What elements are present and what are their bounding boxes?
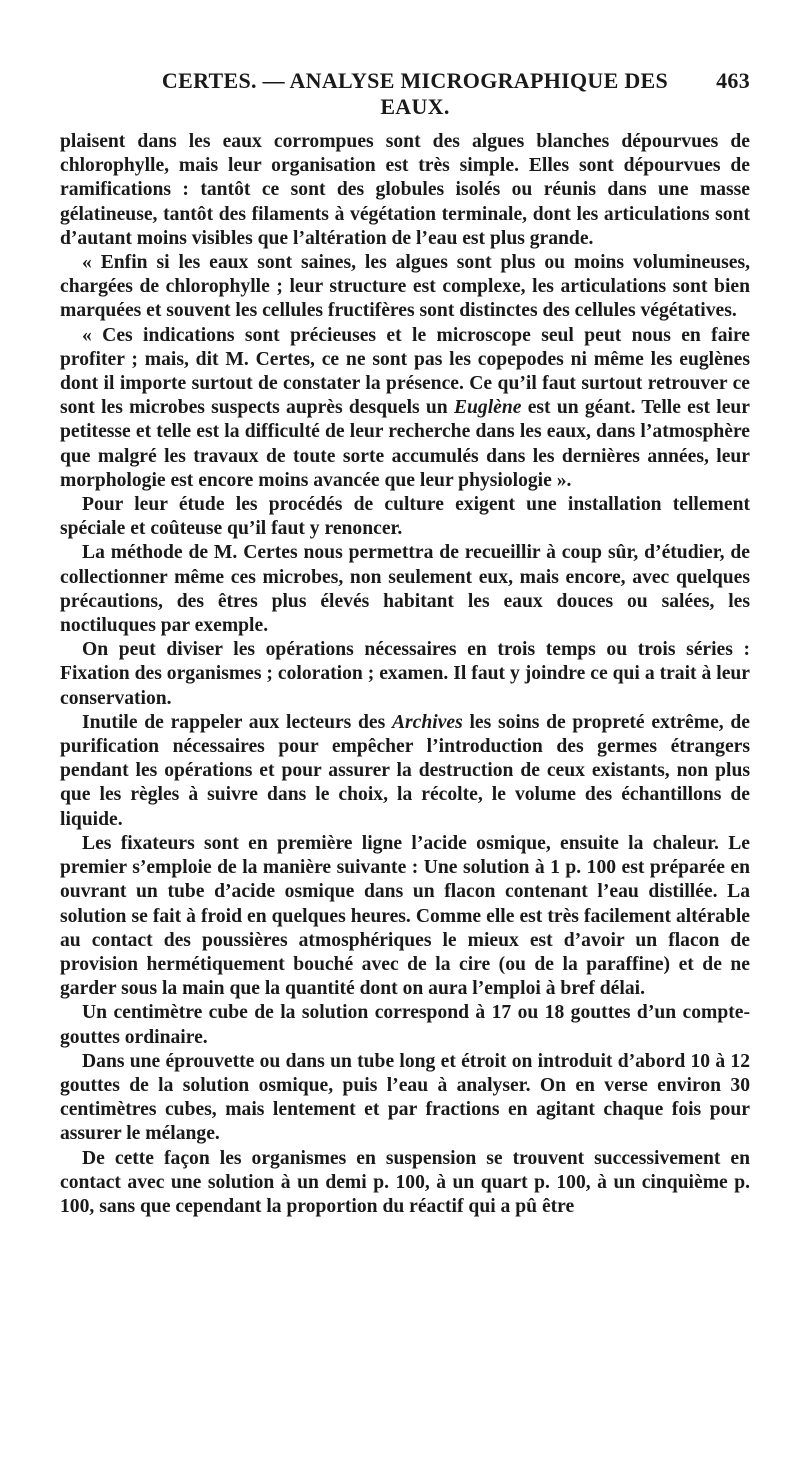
running-header xyxy=(60,68,750,120)
paragraph xyxy=(60,711,750,832)
italic-term: Archives xyxy=(391,711,463,733)
paragraph xyxy=(60,1001,750,1049)
body-text xyxy=(60,130,750,1219)
text-run: La méthode de M. Certes nous permettra de recueillir à coup sûr, d’étudier, de collectionner même ces microbes, non seulement eux, mais encore, avec quelques précautions, des êtres plus élevés habitant les eaux douces ou salées, les noctiluques par exemple. xyxy=(60,542,750,637)
text-run: Dans une éprouvette ou dans un tube long et étroit on introduit d’abord 10 à 12 gouttes de la solution osmique, puis l’eau à analyser. On en verse environ 30 centimètres cubes, mais lentement et par fractions en agitant chaque fois pour assurer le mélange. xyxy=(60,1050,750,1145)
paragraph xyxy=(60,251,750,324)
running-title: CERTES. — ANALYSE MICROGRAPHIQUE DES EAUX. xyxy=(161,68,669,119)
paragraph xyxy=(60,493,750,541)
text-run: les soins de propreté extrême, de purification nécessaires pour empêcher l’introduction des germes étrangers pendant les opérations et pour assurer la destruction de ceux existants, non plus que les règles à suivre dans le choix, la récolte, le volume des échantillons de liquide. xyxy=(60,711,750,830)
paragraph xyxy=(60,832,750,1001)
paragraph xyxy=(60,1050,750,1147)
italic-term: Euglène xyxy=(453,397,522,419)
text-run: « Enfin si les eaux sont saines, les algues sont plus ou moins volumineuses, chargées de chlorophylle ; leur structure est complexe, les articulations sont bien marquées et souvent les cellules fructifères sont distinctes des cellules végétatives. xyxy=(60,252,750,322)
paragraph xyxy=(60,1147,750,1220)
text-run: plaisent dans les eaux corrompues sont des algues blanches dépourvues de chlorophylle, mais leur organisation est très simple. Elles sont dépourvues de ramifications : tantôt ce sont des globules isolés ou réunis dans une masse gélatineuse, tantôt des filaments à végétation terminale, dont les articulations sont d’autant moins visibles que l’altération de l’eau est plus grande. xyxy=(60,131,750,249)
text-run: « Ces indications sont précieuses et le microscope seul peut nous en faire profiter ; mais, dit M. Certes, ce ne sont pas les copepodes ni même les euglènes dont il importe surtout de constater la présence. Ce qu’il faut surtout retrouver ce sont les microbes suspects auprès desquels un xyxy=(60,324,750,419)
text-run: Pour leur étude les procédés de culture exigent une installation tellement spéciale et coûteuse qu’il faut y renoncer. xyxy=(60,494,750,540)
text-run: On peut diviser les opérations nécessaires en trois temps ou trois séries : Fixation des organismes ; coloration ; examen. Il faut y joindre ce qui a trait à leur conservation. xyxy=(60,639,750,709)
paragraph xyxy=(60,638,750,711)
paragraph xyxy=(60,541,750,638)
text-run: Inutile de rappeler aux lecteurs des xyxy=(82,711,392,733)
text-run: Un centimètre cube de la solution correspond à 17 ou 18 gouttes d’un compte-gouttes ordinaire. xyxy=(60,1002,750,1048)
text-run: Les fixateurs sont en première ligne l’acide osmique, ensuite la chaleur. Le premier s’emploie de la manière suivante : Une solution à 1 p. 100 est préparée en ouvrant un tube d’acide osmique dans un flacon contenant l’eau distillée. La solution se fait à froid en quelques heures. Comme elle est très facilement altérable au contact des poussières atmosphériques le mieux est d’avoir un flacon de provision hermétiquement bouché avec de la cire (ou de la paraffine) et de ne garder sous la main que la quantité dont on aura l’emploi à bref délai. xyxy=(60,832,750,1000)
paragraph xyxy=(60,130,750,251)
paragraph xyxy=(60,324,750,493)
text-run: De cette façon les organismes en suspension se trouvent successivement en contact avec une solution à un demi p. 100, à un quart p. 100, à un cinquième p. 100, sans que cependant la proportion du réactif qui a pû être xyxy=(60,1147,750,1217)
text-run: est un géant. Telle est leur petitesse et telle est la difficulté de leur recherche dans les eaux, dans l’atmosphère que malgré les travaux de toute sorte accumulés dans les dernières années, leur morphologie est encore moins avancée que leur physiologie ». xyxy=(60,397,751,491)
page-number: 463 xyxy=(716,68,750,93)
